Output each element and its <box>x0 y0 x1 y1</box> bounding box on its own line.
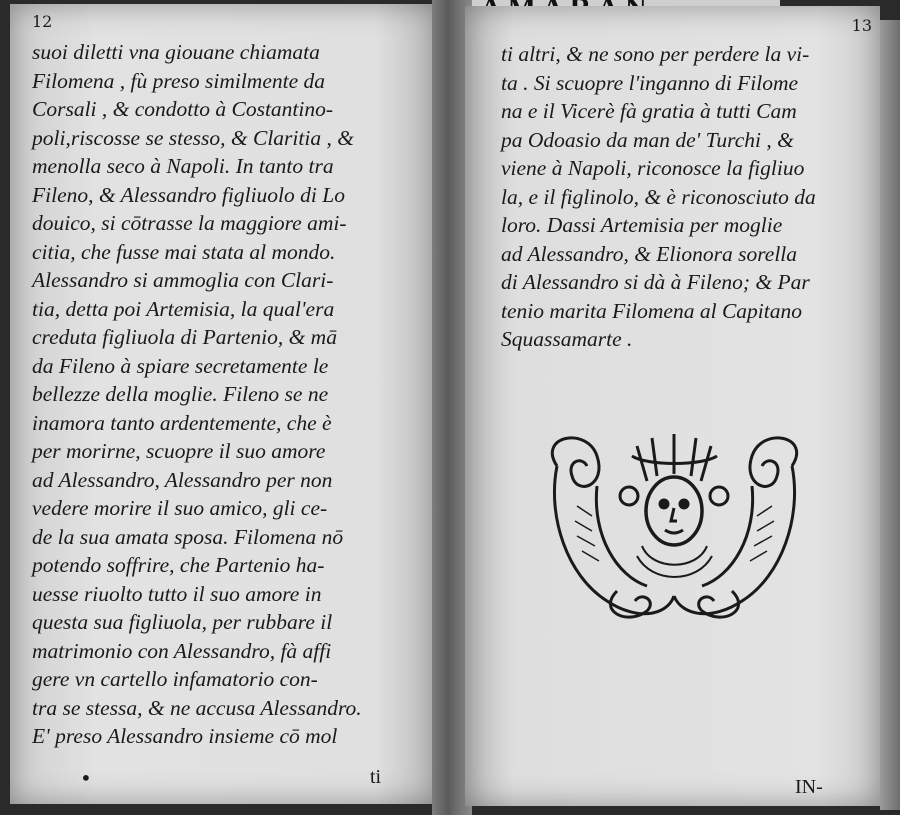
page-number: 12 <box>32 12 53 31</box>
text-line: di Alessandro si dà à Fileno; & Par <box>501 270 810 294</box>
text-line: suoi diletti vna giouane chiamata <box>32 40 320 64</box>
text-line: Fileno, & Alessandro figliuolo di Lo <box>32 182 345 207</box>
text-line: ta . Si scuopre l'inganno di Filome <box>501 70 799 95</box>
text-block <box>32 38 432 751</box>
text-line: bellezze della moglie. Fileno se ne <box>32 382 329 406</box>
text-line: citia, che fusse mai stata al mondo. <box>32 239 336 264</box>
text-line: menolla seco à Napoli. In tanto tra <box>32 154 334 178</box>
text-line: viene à Napoli, riconosce la figliuo <box>501 156 805 180</box>
text-line: tia, detta poi Artemisia, la qual'era <box>32 296 335 321</box>
text-line: de la sua amata sposa. Filomena nō <box>32 524 344 549</box>
text-line: ti altri, & ne sono per perdere la vi- <box>501 42 810 66</box>
text-line: na e il Vicerè fà gratia à tutti Cam <box>501 99 797 123</box>
text-line: tenio marita Filomena al Capitano <box>501 298 802 323</box>
text-block <box>501 40 871 354</box>
text-line: potendo soffrire, che Partenio ha- <box>32 553 325 577</box>
page-number: 13 <box>851 16 872 35</box>
text-line: poli,riscosse se stesso, & Claritia , & <box>32 125 354 150</box>
text-line: ad Alessandro, Alessandro per non <box>32 467 333 492</box>
left-page <box>10 4 440 804</box>
text-line: inamora tanto ardentemente, che è <box>32 410 332 435</box>
catchword: ti <box>370 766 382 788</box>
text-line: uesse riuolto tutto il suo amore in <box>32 581 322 606</box>
text-line: douico, si cōtrasse la maggiore ami- <box>32 211 347 235</box>
text-line: matrimonio con Alessandro, fà affi <box>32 638 332 663</box>
text-line: E' preso Alessandro insieme cō mol <box>32 724 338 748</box>
text-line: Filomena , fù preso similmente da <box>32 68 326 93</box>
page-edges <box>880 20 900 810</box>
text-line: Corsali , & condotto à Costantino- <box>32 97 334 121</box>
text-line: Alessandro si ammoglia con Clari- <box>32 268 334 292</box>
text-line: loro. Dassi Artemisia per moglie <box>501 213 783 237</box>
text-line: ad Alessandro, & Elionora sorella <box>501 241 798 266</box>
text-line: Squassamarte . <box>501 327 633 351</box>
right-page <box>465 6 880 806</box>
text-line: per morirne, scuopre il suo amore <box>32 439 326 463</box>
text-line: vedere morire il suo amico, gli ce- <box>32 496 328 520</box>
text-line: da Fileno à spiare secretamente le <box>32 353 329 378</box>
text-line: tra se stessa, & ne accusa Alessandro. <box>32 695 362 720</box>
text-line: la, e il figlinolo, & è riconosciuto da <box>501 184 816 209</box>
signature-mark: • <box>80 766 92 790</box>
text-line: pa Odoasio da man de' Turchi , & <box>501 127 794 152</box>
text-line: creduta figliuola di Partenio, & mā <box>32 325 337 349</box>
text-line: gere vn cartello infamatorio con- <box>32 667 318 691</box>
text-line: questa sua figliuola, per rubbare il <box>32 610 333 634</box>
woodcut-ornament-face-icon <box>537 426 812 626</box>
catchword: IN- <box>795 776 823 798</box>
